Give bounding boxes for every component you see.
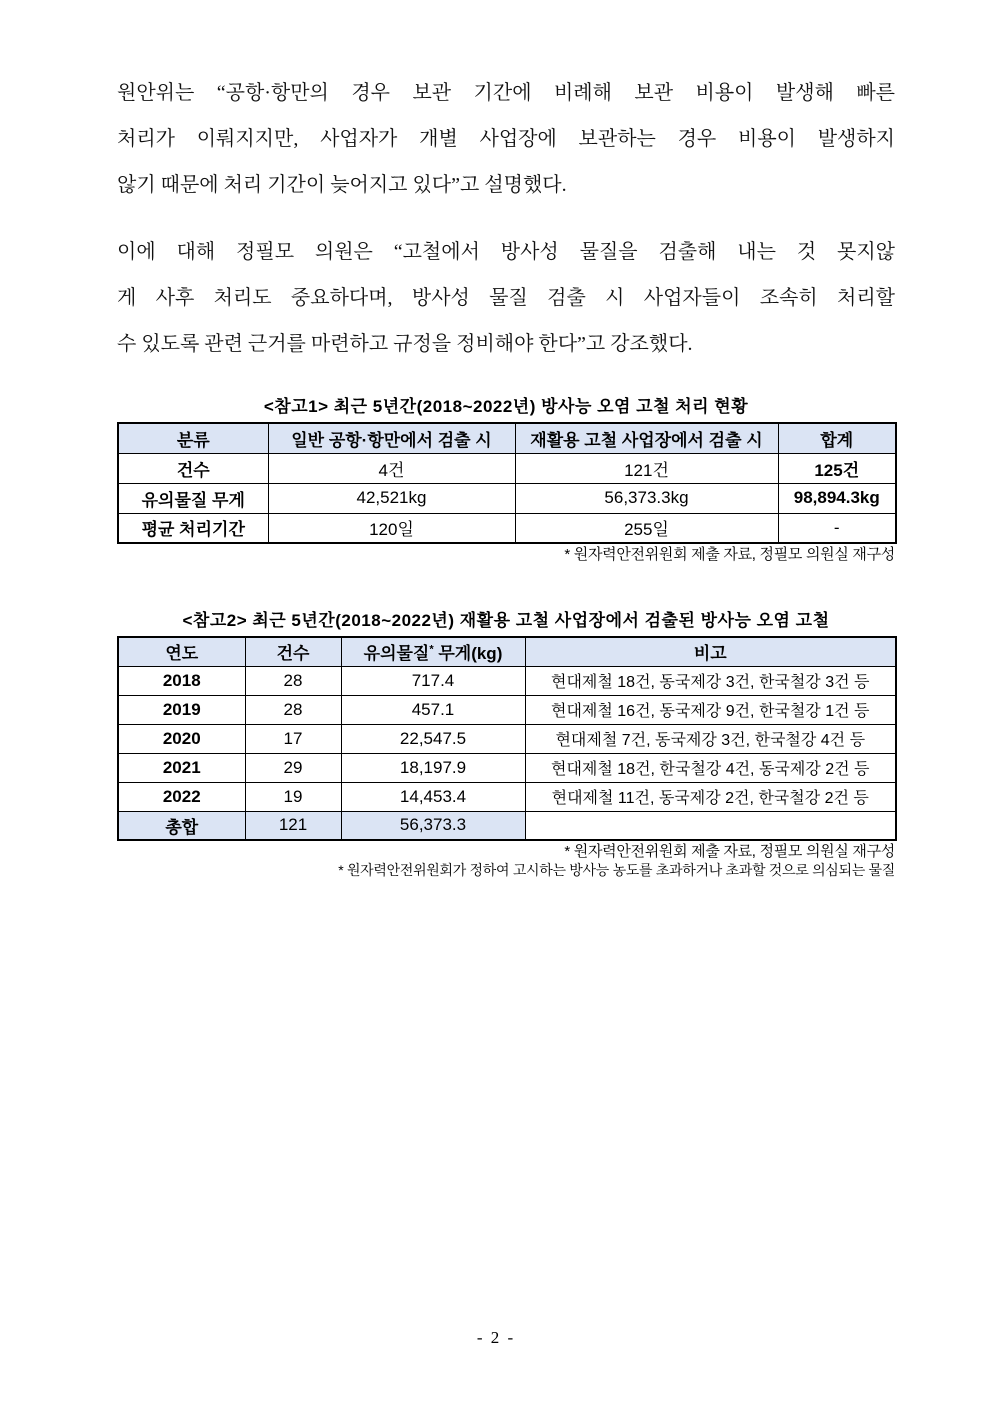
table2-header-weight-text: 유의물질	[363, 644, 430, 664]
table2-total-note	[525, 811, 896, 840]
table2-cell-weight: 22,547.5	[341, 724, 525, 753]
table1-header-row	[118, 423, 896, 453]
table1-cell-total: 125건	[778, 453, 896, 483]
table-row	[118, 453, 896, 483]
table2-cell-note: 현대제철 18건, 한국철강 4건, 동국제강 2건 등	[525, 753, 896, 782]
table-row	[118, 724, 896, 753]
table1-row-label: 평균 처리기간	[118, 513, 268, 543]
table2-total-label: 총합	[118, 811, 245, 840]
paragraph-lawmaker-statement	[117, 229, 895, 367]
table-row	[118, 483, 896, 513]
table2-cell-note: 현대제철 11건, 동국제강 2건, 한국철강 2건 등	[525, 782, 896, 811]
table-row	[118, 753, 896, 782]
table1-cell: 4건	[268, 453, 515, 483]
paragraph-line: 않기 때문에 처리 기간이 늦어지고 있다”고 설명했다.	[117, 174, 567, 196]
table2-header-row	[118, 637, 896, 666]
paragraph-nssc-explanation	[117, 70, 895, 208]
table1-header-category: 분류	[118, 423, 268, 453]
table2-source-footnote: * 원자력안전위원회 제출 자료, 정필모 의원실 재구성	[564, 843, 895, 860]
table2-cell-year: 2018	[118, 666, 245, 695]
table2-cell-count: 17	[245, 724, 341, 753]
table2-cell-weight: 18,197.9	[341, 753, 525, 782]
table2-cell-year: 2019	[118, 695, 245, 724]
table-row	[118, 782, 896, 811]
page-number: - 2 -	[476, 1328, 516, 1347]
table2-cell-note: 현대제철 7건, 동국제강 3건, 한국철강 4건 등	[525, 724, 896, 753]
table1-header-yard: 재활용 고철 사업장에서 검출 시	[515, 423, 778, 453]
table2-cell-weight: 457.1	[341, 695, 525, 724]
table2-total-row	[118, 811, 896, 840]
table2-header-note: 비고	[525, 637, 896, 666]
table2-cell-year: 2021	[118, 753, 245, 782]
table2-cell-note: 현대제철 16건, 동국제강 9건, 한국철강 1건 등	[525, 695, 896, 724]
table2-header-weight	[341, 637, 525, 666]
table1-scrap-processing-status	[117, 422, 897, 544]
table2-cell-weight: 717.4	[341, 666, 525, 695]
table2-cell-count: 19	[245, 782, 341, 811]
paragraph-line: 이에 대해 정필모 의원은 “고철에서 방사성 물질을 검출해 내는 것 못지않	[117, 241, 895, 263]
table1-cell-total: 98,894.3kg	[778, 483, 896, 513]
table1-cell: 42,521kg	[268, 483, 515, 513]
table2-title: <참고2> 최근 5년간(2018~2022년) 재활용 고철 사업장에서 검출된 방사능 오염 고철	[182, 611, 830, 630]
table2-total-weight: 56,373.3	[341, 811, 525, 840]
table1-row-label: 건수	[118, 453, 268, 483]
table2-cell-count: 29	[245, 753, 341, 782]
table1-header-airport: 일반 공항·항만에서 검출 시	[268, 423, 515, 453]
reference1-section	[117, 396, 895, 564]
table1-cell: 255일	[515, 513, 778, 543]
table1-row-label: 유의물질 무게	[118, 483, 268, 513]
footnote-asterisk-marker: *	[429, 643, 434, 656]
table2-cell-weight: 14,453.4	[341, 782, 525, 811]
table2-header-weight-unit: 무게(kg)	[433, 644, 503, 664]
table2-definition-footnote: * 원자력안전위원회가 정하여 고시하는 방사능 농도를 초과하거나 초과할 것으로 의심되는 물질	[338, 862, 895, 878]
table2-cell-count: 28	[245, 695, 341, 724]
table2-header-count: 건수	[245, 637, 341, 666]
table-row	[118, 666, 896, 695]
table1-cell-total: -	[778, 513, 896, 543]
table1-source-footnote: * 원자력안전위원회 제출 자료, 정필모 의원실 재구성	[564, 546, 895, 563]
table2-cell-year: 2022	[118, 782, 245, 811]
reference2-section	[117, 610, 895, 879]
table1-cell: 120일	[268, 513, 515, 543]
table1-title: <참고1> 최근 5년간(2018~2022년) 방사능 오염 고철 처리 현황	[263, 397, 749, 416]
table2-total-count: 121	[245, 811, 341, 840]
paragraph-line: 게 사후 처리도 중요하다며, 방사성 물질 검출 시 사업자들이 조속히 처리할	[117, 287, 895, 309]
page-content	[117, 70, 895, 879]
table-row	[118, 695, 896, 724]
table2-cell-count: 28	[245, 666, 341, 695]
table2-cell-year: 2020	[118, 724, 245, 753]
paragraph-line: 수 있도록 관련 근거를 마련하고 규정을 정비해야 한다”고 강조했다.	[117, 333, 693, 355]
table1-cell: 56,373.3kg	[515, 483, 778, 513]
table-row	[118, 513, 896, 543]
table1-header-total: 합계	[778, 423, 896, 453]
table2-detected-scrap-by-year	[117, 636, 897, 841]
paragraph-line: 원안위는 “공항·항만의 경우 보관 기간에 비례해 보관 비용이 발생해 빠른	[117, 82, 895, 104]
table2-cell-note: 현대제철 18건, 동국제강 3건, 한국철강 3건 등	[525, 666, 896, 695]
table2-header-year: 연도	[118, 637, 245, 666]
table1-cell: 121건	[515, 453, 778, 483]
paragraph-line: 처리가 이뤄지지만, 사업자가 개별 사업장에 보관하는 경우 비용이 발생하지	[117, 128, 895, 150]
